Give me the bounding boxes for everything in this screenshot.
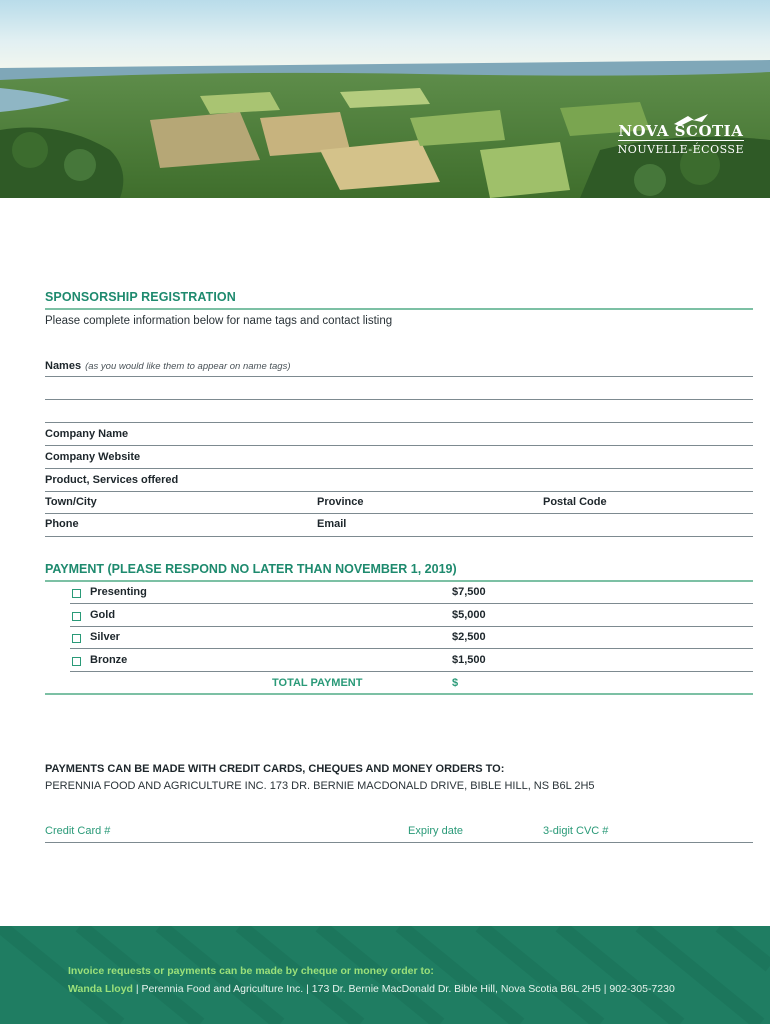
presenting-amount: $7,500 (452, 586, 486, 598)
company-website-field[interactable] (45, 468, 753, 469)
section-title: SPONSORSHIP REGISTRATION (45, 290, 236, 304)
total-payment-field[interactable]: $ (452, 677, 459, 689)
phone-label: Phone (45, 518, 79, 530)
presenting-label: Presenting (90, 586, 147, 598)
footer-contact-details: | Perennia Food and Agriculture Inc. | 173 Dr. Bernie MacDonald Dr. Bible Hill, Nova Scotia B6L 2H5 | 902-305-7230 (132, 983, 675, 995)
company-name-label: Company Name (45, 428, 129, 440)
names-label: Names (as you would like them to appear on name tags) (45, 360, 291, 372)
section-subtitle: Please complete information below for name tags and contact listing (45, 315, 393, 327)
payment-divider (45, 580, 753, 582)
payments-address: PERENNIA FOOD AND AGRICULTURE INC. 173 DR. BERNIE MACDONALD DRIVE, BIBLE HILL, NS B6L 2H5 (45, 780, 595, 792)
company-website-label: Company Website (45, 451, 141, 463)
logo-text-french: NOUVELLE-ÉCOSSE (618, 140, 744, 157)
payment-row-divider (70, 671, 753, 672)
silver-amount: $2,500 (452, 631, 486, 643)
payment-title: PAYMENT (PLEASE RESPOND NO LATER THAN NOVEMBER 1, 2019) (45, 562, 457, 576)
town-label: Town/City (45, 496, 97, 508)
email-label: Email (317, 518, 347, 530)
bronze-amount: $1,500 (452, 654, 486, 666)
names-field-1[interactable] (45, 376, 753, 377)
logo-text-english: NOVA SCOTIA (618, 122, 744, 140)
company-name-field[interactable] (45, 445, 753, 446)
cvc-label: 3-digit CVC # (543, 825, 609, 837)
gold-amount: $5,000 (452, 609, 486, 621)
gold-checkbox[interactable] (72, 612, 81, 621)
title-divider (45, 308, 753, 310)
header-landscape-image (0, 0, 770, 198)
products-label: Product, Services offered (45, 474, 179, 486)
names-field-3[interactable] (45, 422, 753, 423)
total-payment-label: TOTAL PAYMENT (272, 677, 363, 689)
expiry-label: Expiry date (408, 825, 464, 837)
address-field[interactable] (45, 513, 753, 514)
silver-label: Silver (90, 631, 120, 643)
payment-row-divider (70, 603, 753, 604)
presenting-checkbox[interactable] (72, 589, 81, 598)
total-divider (45, 693, 753, 695)
names-note: (as you would like them to appear on name tags) (85, 361, 291, 372)
contact-field[interactable] (45, 536, 753, 537)
credit-card-label: Credit Card # (45, 825, 111, 837)
footer-contact (68, 983, 675, 995)
products-field[interactable] (45, 491, 753, 492)
footer-heading: Invoice requests or payments can be made by cheque or money order to: (68, 965, 434, 977)
payments-heading: PAYMENTS CAN BE MADE WITH CREDIT CARDS, CHEQUES AND MONEY ORDERS TO: (45, 763, 505, 775)
gold-label: Gold (90, 609, 116, 621)
bronze-label: Bronze (90, 654, 128, 666)
flag-icon (674, 114, 708, 126)
bronze-checkbox[interactable] (72, 657, 81, 666)
footer-contact-name: Wanda Lloyd (68, 983, 133, 995)
payment-row-divider (70, 626, 753, 627)
province-label: Province (317, 496, 364, 508)
nova-scotia-logo (618, 122, 744, 157)
payment-row-divider (70, 648, 753, 649)
names-field-2[interactable] (45, 399, 753, 400)
postal-code-label: Postal Code (543, 496, 607, 508)
silver-checkbox[interactable] (72, 634, 81, 643)
credit-card-field[interactable] (45, 842, 753, 843)
